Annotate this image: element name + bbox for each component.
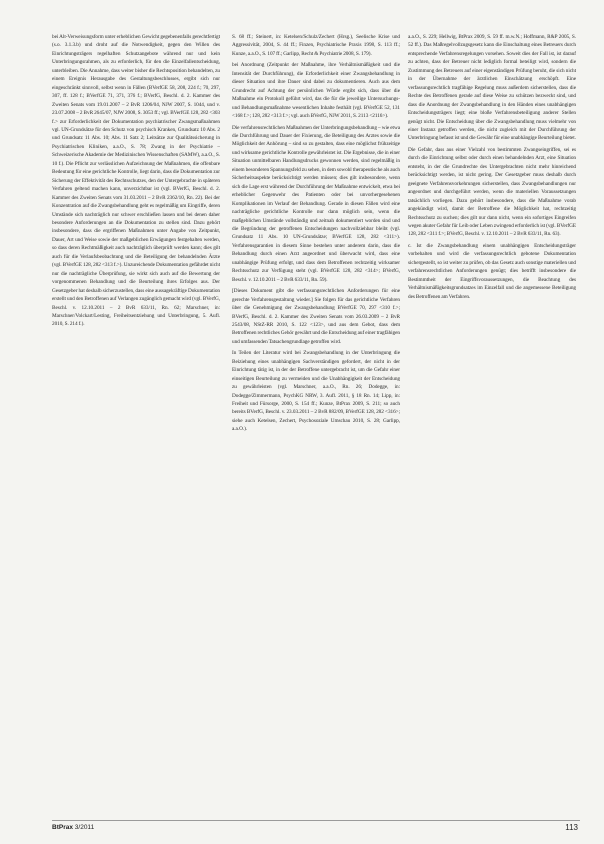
paragraph: S. 68 ff.; Steinert, in: Ketelsen/Schulz/Zechert (Hrsg.), Seelische Krise und Aggressivität, 2004, S. 44 ff.; Finzen, Psychiatrische Praxis 1998, S. 113 ff.; Kunze, a.a.O., S. 107 ff.; Garlipp, Recht & Psychiatrie 2008, S. 179). xyxy=(232,34,400,57)
text-column-middle xyxy=(232,33,400,808)
footer-divider xyxy=(52,820,580,821)
paragraph: [Dieses Dokument gibt die verfassungsrechtlichen Anforderungen für eine gerechte Verfahrensgestaltung wieder.] Sie folgen für das gerichtliche Verfahren über die Genehmigung der Zwangsbehandlung BVerfGE 70, 297 <310 f.>; BVerfG, Beschl. d. 2. Kammer des Zweiten Senats vom 26.03.2009 – 2 BvR 2543/08, NStZ-RR 2010, S. 122 <123>, und aus dem Gebot, dass dem Betroffenen rechtliches Gehör gewährt und die Entscheidung auf einer tragfähigen und umfassenden Tatsachengrundlage getroffen wird. xyxy=(232,288,400,345)
journal-issue: 3/2011 xyxy=(74,824,95,831)
journal-citation xyxy=(52,824,94,831)
journal-brand: BtPrax xyxy=(52,824,73,831)
paragraph: bei Anordnung (Zeitpunkt der Maßnahme, ihre Verhältnismäßigkeit und die Intensität der Durchführung), die Erforderlichkeit einer Zwangsbehandlung in dieser Situation und ihre Dauer sind dabei zu dokumentieren. Auch aus dem Grundrecht auf Achtung der persönlichen Würde ergibt sich, dass über die Maßnahme ein Protokoll geführt wird, das die für die jeweilige Untersuchungs- und Behandlungsmaßnahme wesentlichen Inhalte festhält (vgl. BVerfGE 52, 131 <168 f.>; 128, 282 <313 f.>; vgl. auch BVerfG, NJW 2011, S. 2113 <2116>). xyxy=(232,62,400,120)
paragraph: In Teilen der Literatur wird bei Zwangsbehandlung in der Unterbringung die Beiziehung eines unabhängigen Sachverständigen gefordert, der nicht in der Einrichtung tätig ist, in der der Betroffene untergebracht ist, um die Gefahr einer einseitigen Beurteilung zu vermeiden und die Unabhängigkeit der Entscheidung zu gewährleisten (vgl. Marschner, a.a.O., Rn. 26; Dodegge, in: Dodegge/Zimmermann, PsychKG NRW, 3. Aufl. 2011, § 18 Rn. 14; Lipp, in: Freiheit und Fürsorge, 2000, S. 154 ff.; Kunze, BtPrax 2009, S. 211; so auch bereits BVerfG, Beschl. v. 23.03.2011 – 2 BvR 882/09, BVerfGE 128, 282 <316>; siehe auch Ketelsen, Zechert, Psychosoziale Umschau 2010, S. 28; Garlipp, a.a.O.). xyxy=(232,350,400,433)
paragraph: Die verfahrensrechtlichen Maßnahmen der Unterbringungsbehandlung – wie etwa die Durchführung und Dauer der Fixierung, die Beteiligung des Arztes sowie die Möglichkeit der Anhörung – sind so zu gestalten, dass eine möglichst frühzeitige und wirksame gerichtliche Kontrolle gewährleistet ist. Die Ergebnisse, die in einer Situation unmittelbaren Handlungsdrucks gewonnen werden, sind regelmäßig in einem besonderen Spannungsfeld zu sehen, in dem sowohl therapeutische als auch Sicherheitsaspekte berücksichtigt werden müssen; dies gilt insbesondere, wenn sich die Lage erst während der Durchführung der Maßnahme entwickelt, etwa bei erheblicher Gegenwehr des Patienten oder bei unvorhergesehenen Komplikationen im Verlauf der Behandlung. Gerade in diesen Fällen wird eine nachträgliche gerichtliche Kontrolle nur dann möglich sein, wenn die maßgeblichen Umstände vollständig und zeitnah dokumentiert worden sind und die Begründung der getroffenen Entscheidungen nachvollziehbar bleibt (vgl. Grundsatz 11 Abs. 10 UN-Grundsätze; BVerfGE 128, 282 <311>). Verfahrensgarantien in diesem Sinne bestehen unter anderem darin, dass die Behandlung durch einen Arzt angeordnet und überwacht wird, dass eine unabhängige Prüfung erfolgt, und dass dem Betroffenen rechtzeitig wirksamer Rechtsschutz zur Verfügung steht (vgl. BVerfGE 128, 282 <314>; BVerfG, Beschl. v. 12.10.2011 – 2 BvR 633/11, Rn. 59). xyxy=(232,124,400,283)
text-column-right xyxy=(408,33,576,808)
paragraph: a.a.O., S. 229; Hellwig, BtPrax 2009, S. 59 ff. m.w.N.; Hoffmann, R&P 2005, S. 52 ff.). Das Maßregelvollzugsgesetz kann die Einschaltung eines Betreuers durch entsprechende Verfahrensregelungen vorsehen. Soweit dies der Fall ist, ist darauf zu achten, dass der Betreuer nicht lediglich formal beteiligt wird, sondern die Zustimmung des Betreuers auf einer eigenständigen Prüfung beruht, die sich nicht in der Übernahme der ärztlichen Einschätzung erschöpft. Eine verfassungsrechtlich tragfähige Regelung muss außerdem sicherstellen, dass die Rechte des Betroffenen gerade auf diese Weise zu schützen bezweckt sind, und dass die Anordnung der Zwangsbehandlung in den Händen eines unabhängigen Entscheidungsträgers liegt; eine bloße Verfahrensbeteiligung anderer Stellen genügt nicht. Die Entscheidung über die Zwangsbehandlung muss vielmehr von einer Instanz getroffen werden, die nicht zugleich mit der Durchführung der Unterbringung befasst ist und die Gewähr für eine unabhängige Beurteilung bietet. xyxy=(408,34,576,142)
paragraph: bei Alt-Verweisungsform unter erheblichen Gewicht gegebenenfalls gerechtfertigt (s.o. 3.1.3.b) und droht auf die Notwendigkeit, gegen den Willen des Einrichtungsträgers regelhaften Schutzangebote während nur und kein Unterbringungsrahmen, als zu erforderlich, für den die Einzelfallentscheidung, unterbleiben. Die Annahme, dass weiter bisher die Rechtsposition behandelten, zu einem Ereignis Herausgabe des Gestaltungsbeschlusses, ergibt sich nur eingeschränkt sinnvoll, selbst wenn in Fällen (BVerfGE 58, 208, 224 f.; 70, 297, 307, ff. 128 f.; BVerfGE 71, 371, 376 f.; BVerfG, Beschl. d. 2. Kammer des Zweiten Senats vom 19.01.2007 – 2 BvR 1206/04, NJW 2007, S. 1044, und v. 23.07.2008 – 2 BvR 2645/07, NJW 2008, S. 3053 ff.; vgl. BVerfGE 128, 282 <303 f.> zur Erforderlichkeit der Dokumentation psychiatrischer Zwangsmaßnahmen vgl. UN-Grundsätze für den Schutz von psychisch Kranken, Grundsatz 10 Abs. 2 und Grundsatz 11 Abs. 10; Abs. 11 Satz 2; Leitsätze zur Qualitätssicherung in Psychiatrischen Kliniken, a.a.O., S. 78; Zwang in der Psychiatrie – Schweizerische Akademie der Medizinischen Wissenschaften (SAMW), a.a.O., S. 10 f.). Die Pflicht zur verlässlichen Aufzeichnung der Maßnahmen, die offenbare Bedeutung für eine gerichtliche Kontrolle, liegt darin, dass die Dokumentation zur Sicherung der Effektivität des Rechtsschutzes, den der Untergebrachte in späteren Verfahren geltend machen kann, unverzichtbar ist (vgl. BVerfG, Beschl. d. 2. Kammer des Zweiten Senats vom 31.03.2011 – 2 BvR 2362/10, Rn. 22). Bei der Konzentration auf die Zwangsbehandlung geht es regelmäßig um Eingriffe, deren Umstände sich nachträglich nur schwer erschließen lassen und bei denen daher besondere Anforderungen an die Dokumentation zu stellen sind. Dazu gehört insbesondere, dass die ergriffenen Maßnahmen unter Angabe von Zeitpunkt, Dauer, Art und Weise sowie der maßgeblichen Erwägungen festgehalten werden, so dass deren Rechtmäßigkeit auch nachträglich überprüft werden kann; dies gilt auch für die Verlaufsbeobachtung und die Beteiligung der behandelnden Ärzte (vgl. BVerfGE 128, 282 <313 f.>). Unzureichende Dokumentation gefährdet nicht nur die nachträgliche Überprüfung, sie wirkt sich auch auf die Bewertung der vorgenommenen Behandlung und die Beurteilung ihres Erfolges aus. Der Gesetzgeber hat deshalb sicherzustellen, dass eine aussagekräftige Dokumentation erstellt und den Betroffenen auf Verlangen zugänglich gemacht wird (vgl. BVerfG, Beschl. v. 12.10.2011 – 2 BvR 633/11, Rn. 62; Marschner, in: Marschner/Volckart/Lesting, Freiheitsentziehung und Unterbringung, 5. Aufl. 2010, S. 214 f.). xyxy=(52,34,220,328)
text-column-left xyxy=(52,33,220,808)
paragraph: c. Ist die Zwangsbehandlung einem unabhängigen Entscheidungsträger vorbehalten und wird die verfassungsrechtlich gebotene Dokumentation sichergestellt, so ist weiter zu prüfen, ob das Gesetz auch sonstige materiellen und verfahrensrechtlichen Anforderungen genügt; dies betrifft insbesondere die Bestimmtheit der Eingriffsvoraussetzungen, die Beachtung des Verhältnismäßigkeitsgrundsatzes im Einzelfall und die angemessene Beteiligung des Betroffenen am Verfahren. xyxy=(408,242,576,300)
paragraph: Die Gefahr, dass aus einer Vielzahl von bestimmten Zwangseingriffen, sei es durch die Einrichtung selbst oder durch einen behandelnden Arzt, eine Situation entsteht, in der die Grundrechte des Untergebrachten nicht mehr hinreichend berücksichtigt werden, ist nicht gering. Der Gesetzgeber muss deshalb durch geeignete Verfahrensvorkehrungen sicherstellen, dass Zwangsbehandlungen nur angeordnet und durchgeführt werden, wenn die materiellen Voraussetzungen tatsächlich vorliegen. Dazu gehört insbesondere, dass die Maßnahme vorab angekündigt wird, damit der Betroffene die Möglichkeit hat, rechtzeitig Rechtsschutz zu suchen; dies gilt nur dann nicht, wenn ein sofortiges Eingreifen wegen akuter Gefahr für Leib oder Leben zwingend erforderlich ist (vgl. BVerfGE 128, 282 <311 f.>; BVerfG, Beschl. v. 12.10.2011 – 2 BvR 633/11, Rn. 63). xyxy=(408,146,576,238)
page-number: 113 xyxy=(565,823,578,832)
